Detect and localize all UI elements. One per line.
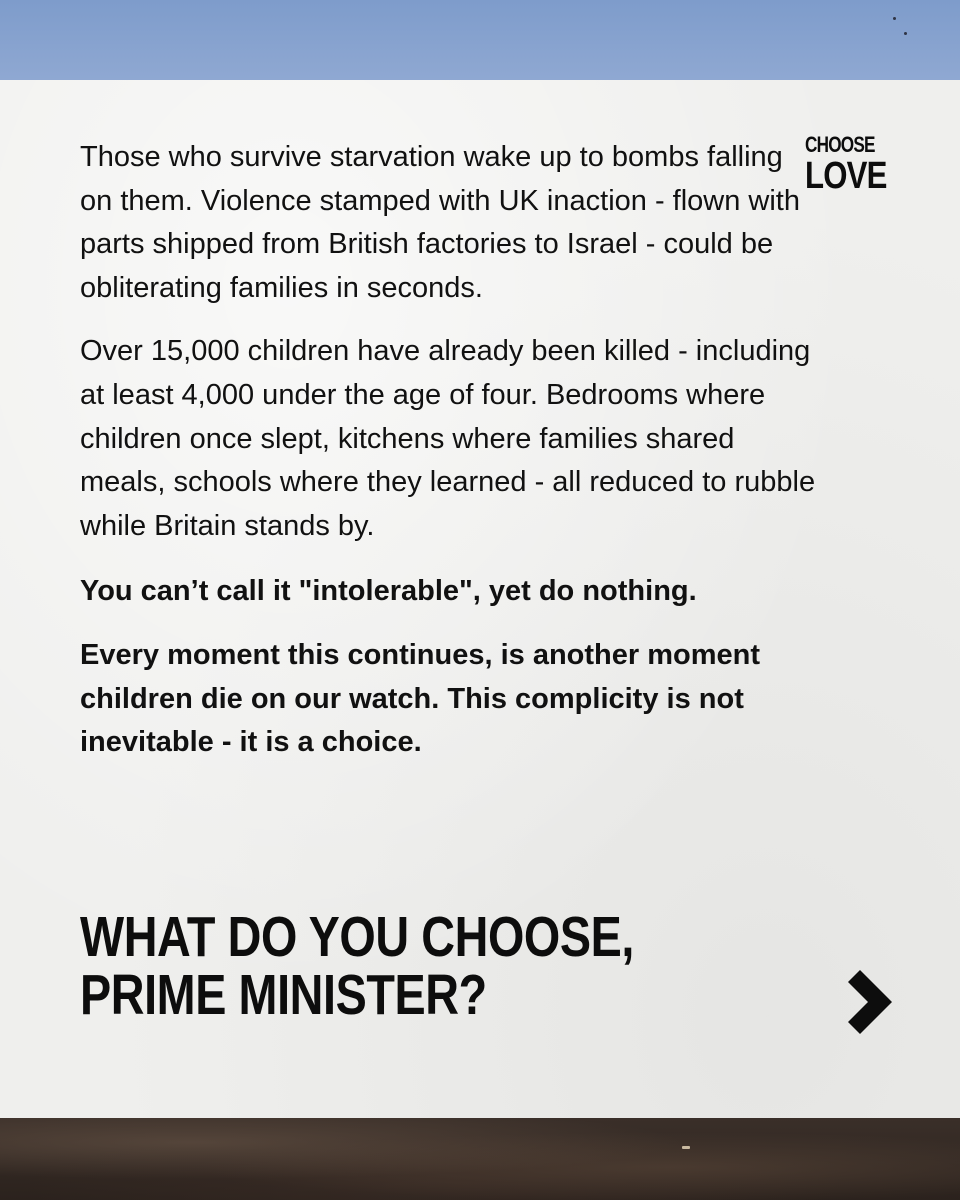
- chevron-right-icon[interactable]: [846, 968, 894, 1036]
- statement-choice: Every moment this continues, is another moment children die on our watch. This complicity is not inevitable - it is a choice.: [80, 638, 761, 759]
- paragraph-starvation: Those who survive starvation wake up to bombs falling on them. Violence stamped with UK inaction - flown with parts shipped from British factories to Israel - could be obliterating families in seconds.: [80, 141, 800, 304]
- headline-line-2: PRIME MINISTER?: [80, 963, 487, 1027]
- rubble-photo-strip: [0, 1118, 960, 1200]
- bird-speck: [893, 17, 896, 20]
- bird-speck: [904, 32, 907, 35]
- paragraph-children-killed: Over 15,000 children have already been killed - including at least 4,000 under the age of four. Bedrooms where children once slept, kitchens where families shared meals, schools where they learned - all reduced to rubble while Britain stands by.: [80, 335, 816, 542]
- debris-fleck: [682, 1146, 690, 1149]
- statement-intolerable: You can’t call it "intolerable", yet do nothing.: [80, 575, 697, 608]
- body-text: [80, 136, 820, 785]
- sky-photo-strip: [0, 0, 960, 80]
- headline-line-1: WHAT DO YOU CHOOSE,: [80, 905, 634, 969]
- headline-question: [80, 905, 800, 1027]
- logo-line-choose: CHOOSE: [805, 132, 875, 157]
- logo-line-love: LOVE: [805, 155, 887, 197]
